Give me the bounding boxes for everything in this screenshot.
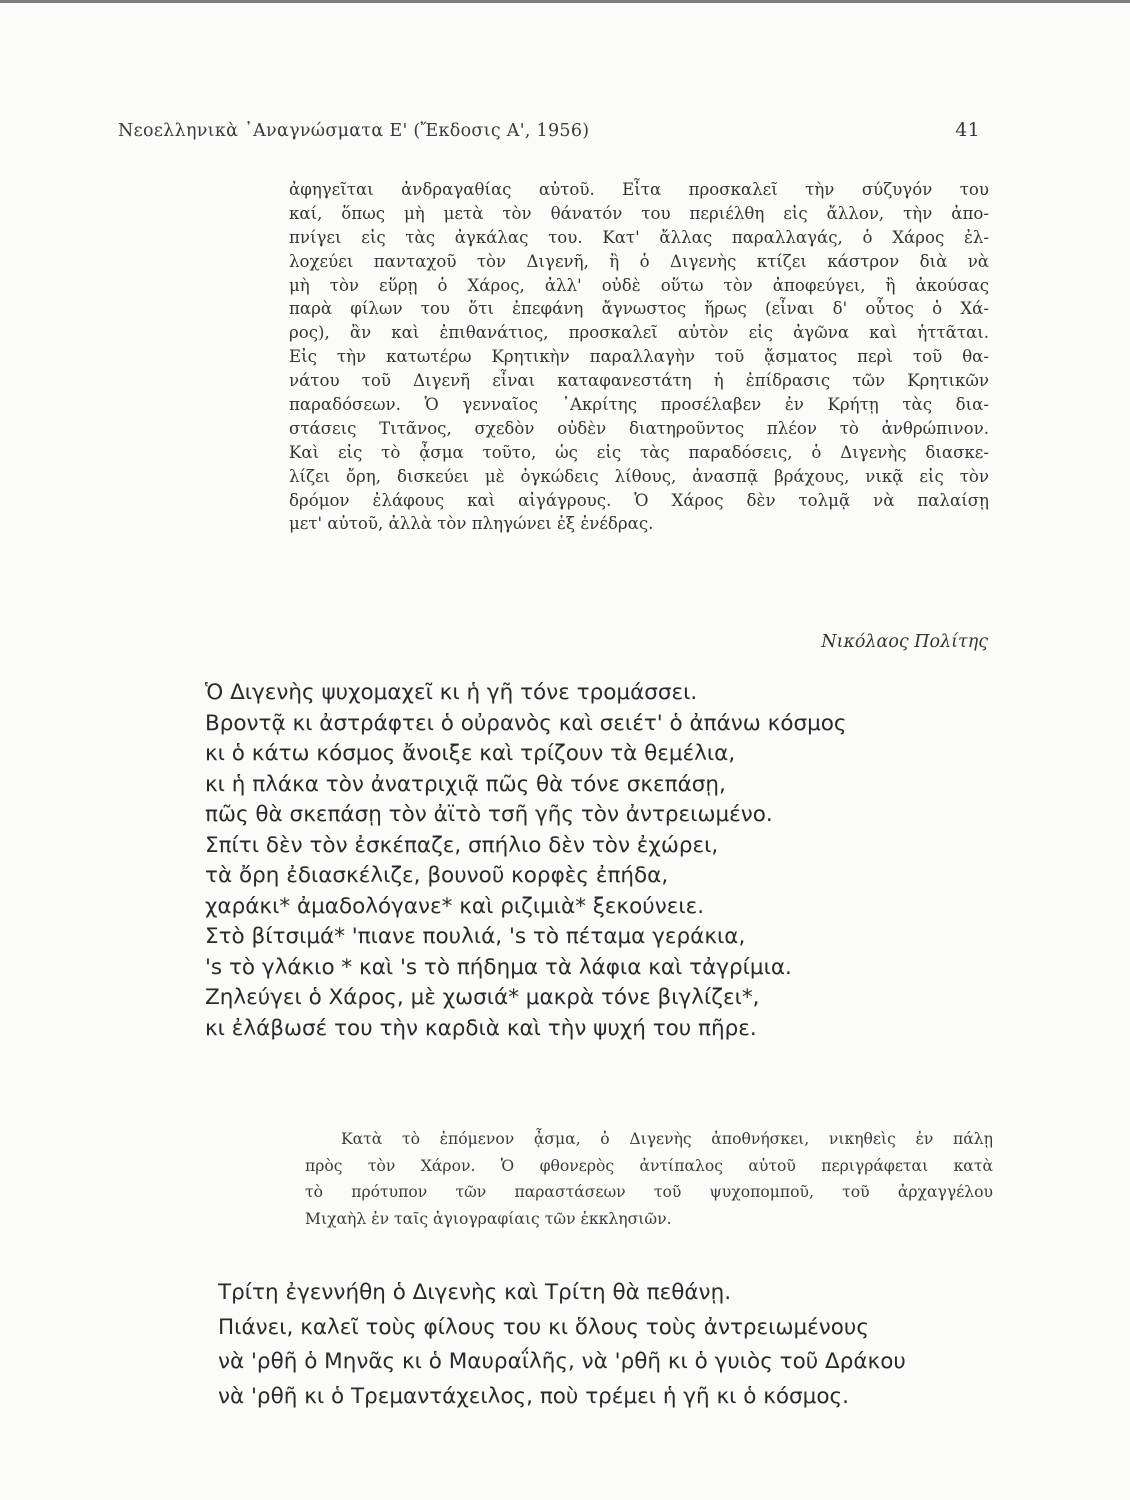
prose-line: παραδόσεων. Ὁ γενναῖος ᾿Ακρίτης προσέλαβεν ἐν Κρήτῃ τὰς δια-: [289, 395, 989, 415]
poem-verse: τὰ ὄρη ἐδιασκέλιζε, βουνοῦ κορφὲς ἐπήδα,: [205, 863, 669, 888]
introductory-note: [305, 1126, 993, 1232]
note-line: Κατὰ τὸ ἑπόμενον ᾆσμα, ὁ Διγενὴς ἀποθνήσκει, νικηθεὶς ἐν πάλῃ: [341, 1130, 993, 1148]
poem-tuesday-born: [218, 1276, 906, 1414]
author-signature: Νικόλαος Πολίτης: [821, 632, 988, 652]
poem-death-of-digenis: [205, 678, 847, 1044]
prose-line: Εἰς τὴν κατωτέρω Κρητικὴν παραλλαγὴν τοῦ ᾄσματος περὶ τοῦ θα-: [289, 347, 989, 367]
prose-line: ἀφηγεῖται ἀνδραγαθίας αὐτοῦ. Εἶτα προσκαλεῖ τὴν σύζυγόν του: [289, 180, 989, 199]
prose-line: λοχεύει πανταχοῦ τὸν Διγενῆ, ἢ ὁ Διγενὴς κτίζει κάστρον διὰ νὰ: [289, 251, 989, 271]
poem-verse: νὰ 'ρθῆ κι ὁ Τρεμαντάχειλος, ποὺ τρέμει ἡ γῆ κι ὁ κόσμος.: [218, 1383, 849, 1409]
poem-verse: Ὁ Διγενὴς ψυχομαχεῖ κι ἡ γῆ τόνε τρομάσσει.: [205, 680, 698, 705]
poem-verse: κι ἐλάβωσέ του τὴν καρδιὰ καὶ τὴν ψυχή του πῆρε.: [205, 1015, 757, 1041]
poem-verse: Ζηλεύγει ὁ Χάρος, μὲ χωσιά* μακρὰ τόνε βιγλίζει*,: [205, 985, 760, 1010]
poem-verse: κι ὁ κάτω κόσμος ἄνοιξε καὶ τρίζουν τὰ θεμέλια,: [205, 741, 736, 766]
prose-paragraph: [289, 178, 989, 536]
prose-line: νάτου τοῦ Διγενῆ εἶναι καταφανεστάτη ἡ ἐπίδρασις τῶν Κρητικῶν: [289, 371, 989, 391]
scan-top-edge: [0, 0, 1130, 3]
note-line: τὸ πρότυπον τῶν παραστάσεων τοῦ ψυχοπομποῦ, τοῦ ἀρχαγγέλου: [305, 1183, 993, 1201]
poem-verse: νὰ 'ρθῆ ὁ Μηνᾶς κι ὁ Μαυραΐλῆς, νὰ 'ρθῆ κι ὁ γυιὸς τοῦ Δράκου: [218, 1349, 906, 1374]
poem-verse: Πιάνει, καλεῖ τοὺς φίλους του κι ὅλους τοὺς ἀντρειωμένους: [218, 1314, 869, 1340]
page-number: 41: [955, 119, 980, 141]
prose-line: δρόμον ἐλάφους καὶ αἰγάγρους. Ὁ Χάρος δὲν τολμᾷ νὰ παλαίσῃ: [289, 490, 989, 510]
poem-verse: κι ἡ πλάκα τὸν ἀνατριχιᾷ πῶς θὰ τόνε σκεπάσῃ,: [205, 771, 726, 797]
prose-line: καί, ὅπως μὴ μετὰ τὸν θάνατόν του περιέλθη εἰς ἄλλον, τὴν ἀπο-: [289, 203, 989, 223]
poem-verse: 's τὸ γλάκιο * καὶ 's τὸ πήδημα τὰ λάφια καὶ τἀγρίμια.: [205, 954, 792, 980]
prose-line: στάσεις Τιτᾶνος, σχεδὸν οὐδὲν διατηροῦντος πλέον τὸ ἀνθρώπινον.: [289, 418, 989, 438]
note-line: Μιχαὴλ ἐν ταῖς ἁγιογραφίαις τῶν ἐκκλησιῶν.: [305, 1209, 672, 1228]
poem-verse: πῶς θὰ σκεπάσῃ τὸν ἀϊτὸ τσῆ γῆς τὸν ἀντρειωμένο.: [205, 802, 773, 827]
prose-line: Καὶ εἰς τὸ ᾆσμα τοῦτο, ὡς εἰς τὰς παραδόσεις, ὁ Διγενὴς διασκε-: [289, 442, 989, 462]
poem-verse: Βροντᾷ κι ἀστράφτει ὁ οὐρανὸς καὶ σειέτ' ὁ ἀπάνω κόσμος: [205, 710, 847, 736]
prose-line: λίζει ὄρη, δισκεύει μὲ ὀγκώδεις λίθους, ἀνασπᾷ βράχους, νικᾷ εἰς τὸν: [289, 466, 989, 486]
prose-line: παρὰ φίλων του ὅτι ἐπεφάνη ἄγνωστος ἥρως (εἶναι δ' οὗτος ὁ Χά-: [289, 299, 989, 319]
poem-verse: Στὸ βίτσιμά* 'πιανε πουλιά, 's τὸ πέταμα γεράκια,: [205, 924, 746, 949]
running-title: Νεοελληνικὰ ᾿Αναγνώσματα Ε' (Ἔκδοσις Α', 1956): [118, 121, 590, 141]
note-line: πρὸς τὸν Χάρον. Ὁ φθονερὸς ἀντίπαλος αὐτοῦ περιγράφεται κατὰ: [305, 1156, 993, 1175]
prose-line: πνίγει εἰς τὰς ἀγκάλας του. Κατ' ἄλλας παραλλαγάς, ὁ Χάρος ἐλ-: [289, 227, 989, 247]
prose-line: μετ' αὐτοῦ, ἀλλὰ τὸν πληγώνει ἐξ ἐνέδρας.: [289, 514, 654, 534]
page-header: [118, 121, 980, 145]
prose-line: ρος), ἂν καὶ ἐπιθανάτιος, προσκαλεῖ αὐτὸν εἰς ἀγῶνα καὶ ἡττᾶται.: [289, 323, 989, 343]
prose-line: μὴ τὸν εὕρῃ ὁ Χάρος, ἀλλ' οὐδὲ οὕτω τὸν ἀποφεύγει, ἢ ἀκούσας: [289, 275, 989, 295]
poem-verse: Σπίτι δὲν τὸν ἐσκέπαζε, σπήλιο δὲν τὸν ἐχώρει,: [205, 832, 719, 858]
poem-verse: χαράκι* ἀμαδολόγανε* καὶ ριζιμιὰ* ξεκούνειε.: [205, 893, 705, 919]
poem-verse: Τρίτη ἐγεννήθη ὁ Διγενὴς καὶ Τρίτη θὰ πεθάνῃ.: [218, 1280, 732, 1305]
